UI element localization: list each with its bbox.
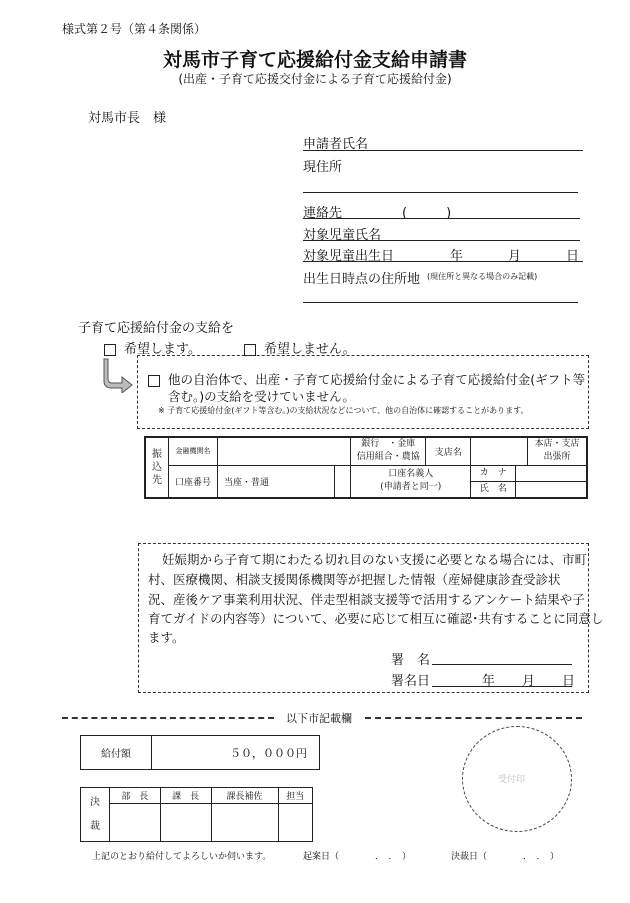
- amount-table: [80, 735, 320, 770]
- role-staff: 担当: [278, 788, 312, 804]
- institution-label: 金融機関名: [169, 437, 218, 465]
- sig-day-label: 日: [562, 674, 576, 689]
- other-municipality-note: ※ 子育て応援給付金(ギフト等含む。)の支給状況などについて、他の自治体に確認することがあります。: [158, 406, 529, 415]
- stamp-assistant-head[interactable]: [211, 804, 278, 842]
- option-yes-label: 希望します。: [124, 342, 201, 357]
- bank-side-label: 振 込 先: [145, 437, 169, 498]
- holder-name-labels: [471, 465, 516, 498]
- stamp-section-head[interactable]: [160, 804, 211, 842]
- holder-name-field[interactable]: [516, 482, 586, 497]
- other-municipality-item[interactable]: [148, 370, 585, 388]
- account-number-field[interactable]: [335, 465, 351, 498]
- amount-label: 給付額: [81, 736, 152, 770]
- signature-field[interactable]: [432, 664, 572, 665]
- checkbox-yes[interactable]: [104, 344, 116, 356]
- account-number-label: 口座番号: [169, 465, 218, 498]
- bank-type: 銀行 ・金庫 信用組合・農協: [351, 437, 426, 465]
- consent-line2: 村、医療機関、相談支援関係機関等が把握した情報（産婦健康診査受診状: [148, 572, 561, 587]
- bank-table: [144, 436, 588, 499]
- birth-address-note: (現住所と異なる場合のみ記載): [427, 272, 538, 281]
- consent-line3: 況、産後ケア事業利用状況、伴走型相談支援等で活用するアンケート結果や子: [148, 592, 585, 607]
- draft-date-label: 起案日（ ． ． ）: [303, 852, 412, 862]
- role-assistant-head: 課長補佐: [211, 788, 278, 804]
- address-label: 現住所: [303, 160, 343, 175]
- birth-year-label: 年: [450, 249, 464, 264]
- consent-line4: 育てガイドの内容等）について、必要に応じて相互に確認･共有することに同意し: [148, 611, 604, 626]
- divider-right: [365, 717, 582, 719]
- address-field[interactable]: [303, 192, 578, 193]
- birth-address-label: 出生日時点の住所地: [303, 272, 421, 287]
- signature-date-label: 署名日: [391, 674, 431, 689]
- branch-field[interactable]: [471, 437, 528, 465]
- role-section-head: 課 長: [160, 788, 211, 804]
- role-dept-head: 部 長: [110, 788, 161, 804]
- addressee: 対馬市長 様: [88, 111, 167, 126]
- contact-field[interactable]: [303, 218, 580, 219]
- child-name-label: 対象児童氏名: [303, 228, 382, 243]
- contact-paren: ( ): [402, 206, 452, 221]
- option-no-label: 希望しません。: [264, 342, 356, 357]
- sig-month-label: 月: [522, 674, 536, 689]
- payment-question: 子育て応援給付金の支給を: [78, 321, 235, 336]
- arrow-icon: [102, 357, 136, 393]
- kana-label: カ ナ: [471, 466, 515, 482]
- page-title: 対馬市子育て応援給付金支給申請書: [162, 49, 467, 71]
- signature-date-field[interactable]: [432, 686, 572, 687]
- branch-type: 本店・支店 出張所: [528, 437, 588, 465]
- branch-label: 支店名: [426, 437, 471, 465]
- applicant-name-label: 申請者氏名: [303, 137, 369, 152]
- child-name-field[interactable]: [303, 240, 580, 241]
- divider-left: [62, 717, 274, 719]
- consent-line1: 妊娠期から子育て期にわたる切れ目のない支援に必要となる場合には、市町: [162, 552, 588, 567]
- form-number: 様式第２号（第４条関係）: [62, 22, 207, 36]
- holder-name-label: 氏 名: [479, 483, 507, 494]
- account-type: 当座・普通: [218, 465, 335, 498]
- amount-value: ５０，０００円: [152, 736, 320, 770]
- child-birthdate-field[interactable]: [303, 261, 583, 262]
- birth-address-field[interactable]: [303, 302, 578, 303]
- office-divider-label: 以下市記載欄: [286, 712, 352, 725]
- signature-label: 署 名: [391, 653, 431, 668]
- birth-day-label: 日: [566, 249, 580, 264]
- other-municipality-line1: 他の自治体で、出産・子育て応援給付金による子育て応援給付金(ギフト等: [168, 372, 586, 387]
- approval-side-label: 決 裁: [81, 788, 110, 842]
- sig-year-label: 年: [482, 674, 496, 689]
- stamp-dept-head[interactable]: [110, 804, 161, 842]
- child-birthdate-label: 対象児童出生日: [303, 249, 395, 264]
- footer-text: 上記のとおり給付してよろしいか伺います。: [92, 852, 272, 862]
- decision-date-label: 決裁日（ ． ． ）: [451, 852, 560, 862]
- holder-label: 口座名義人 (申請者と同一): [351, 465, 471, 498]
- institution-field[interactable]: [218, 437, 351, 465]
- kana-field[interactable]: [516, 466, 586, 482]
- consent-line5: ます。: [148, 630, 185, 645]
- other-municipality-line2: 含む。)の支給を受けていません。: [168, 389, 355, 404]
- approval-table: [80, 787, 313, 842]
- holder-name-fields[interactable]: [516, 465, 587, 498]
- reception-stamp-label: 受付印: [498, 775, 526, 785]
- checkbox-no[interactable]: [244, 344, 256, 356]
- applicant-name-field[interactable]: [303, 150, 583, 151]
- stamp-staff[interactable]: [278, 804, 312, 842]
- page-subtitle: (出産・子育て応援交付金による子育て応援給付金): [178, 72, 452, 86]
- checkbox-other-municipality[interactable]: [148, 375, 160, 387]
- contact-label: 連絡先: [303, 206, 343, 221]
- birth-month-label: 月: [508, 249, 522, 264]
